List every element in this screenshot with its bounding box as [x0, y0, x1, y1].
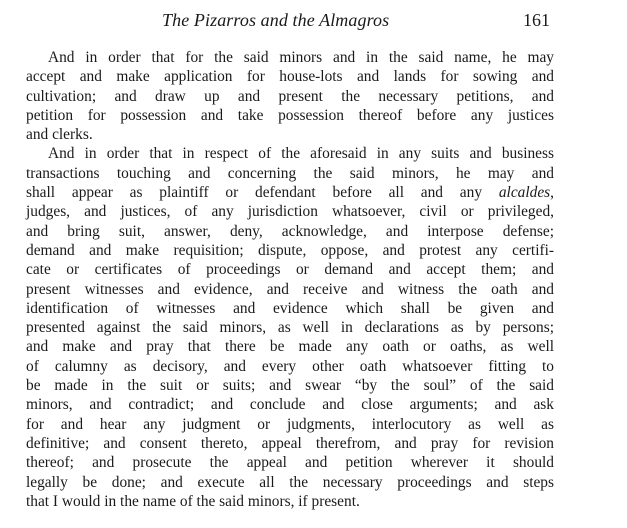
text-line: presented against the said minors, as well in declarations as by persons; [26, 319, 554, 337]
text-line: definitive; and consent thereto, appeal therefrom, and pray for revision [26, 434, 554, 452]
body-text [26, 48, 554, 511]
running-header [26, 8, 554, 32]
text-line: that I would in the name of the said minors, if present. [26, 492, 360, 510]
running-title: The Pizarros and the Almagros [162, 10, 390, 30]
text-line-with-italic [26, 183, 554, 202]
text-line: accept and make application for house-lots and lands for sowing and [26, 68, 554, 86]
text-line: demand and make requisition; dispute, oppose, and protest any certifi- [26, 241, 554, 259]
text-line: minors, and contradict; and conclude and close arguments; and ask [26, 396, 554, 414]
text-segment: shall appear as plaintiff or defendant before all and any [26, 184, 499, 202]
page-number: 161 [523, 10, 550, 30]
text-line: petition for possession and take possession thereof before any justices [26, 106, 554, 124]
text-line: and make and pray that there be made any oath or oaths, as well [26, 338, 554, 356]
paragraph-2 [26, 144, 554, 511]
text-line: be made in the suit or suits; and swear “by the soul” of the said [26, 377, 554, 395]
text-line: And in order that in respect of the aforesaid in any suits and business [48, 145, 554, 163]
text-line: transactions touching and concerning the said minors, he may and [26, 164, 554, 182]
text-line: legally be done; and execute all the necessary proceedings and steps [26, 473, 554, 491]
text-line: cate or certificates of proceedings or demand and accept them; and [26, 261, 554, 279]
text-line: present witnesses and evidence, and receive and witness the oath and [26, 280, 554, 298]
paragraph-1 [26, 48, 554, 144]
text-segment: , [550, 184, 554, 202]
text-line: identification of witnesses and evidence which shall be given and [26, 299, 554, 317]
text-line: judges, and justices, of any jurisdiction whatsoever, civil or privileged, [26, 203, 554, 221]
text-line: and clerks. [26, 126, 93, 144]
text-line: and bring suit, answer, deny, acknowledge, and interpose defense; [26, 222, 554, 240]
italic-term-alcaldes: alcaldes [498, 184, 551, 202]
text-line: of calumny as decisory, and every other oath whatsoever fitting to [26, 357, 554, 375]
text-line: thereof; and prosecute the appeal and petition wherever it should [26, 454, 554, 472]
text-line: for and hear any judgment or judgments, interlocutory as well as [26, 415, 554, 433]
text-line: And in order that for the said minors and in the said name, he may [48, 49, 554, 66]
text-line: cultivation; and draw up and present the necessary petitions, and [26, 87, 554, 105]
